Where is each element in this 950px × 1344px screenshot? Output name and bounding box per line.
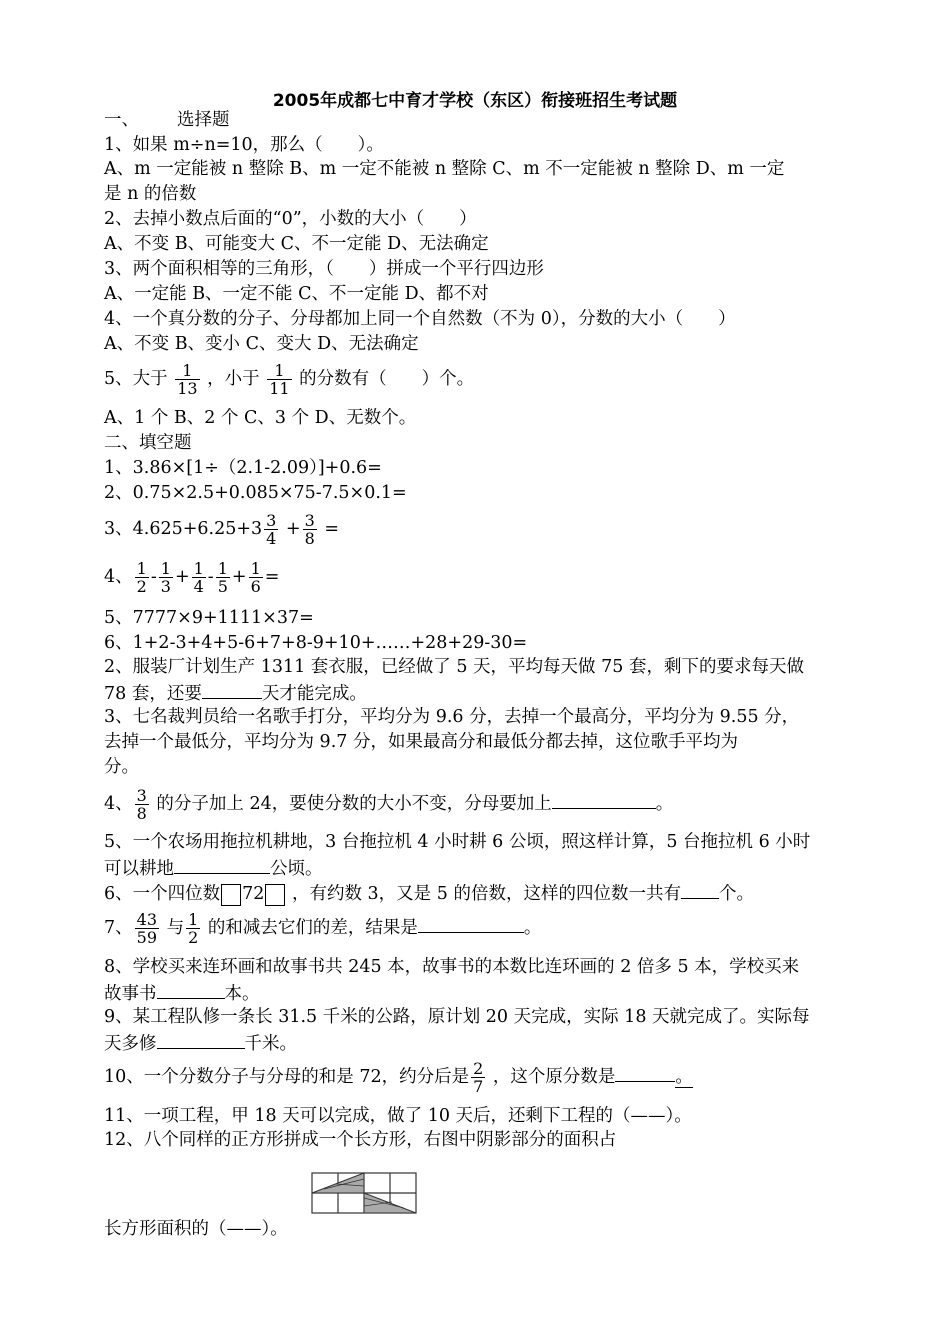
fraction: $\frac{1}{2}$ bbox=[136, 559, 147, 596]
question-3-options: A、一定能 B、一定不能 C、不一定能 D、都不对 bbox=[104, 284, 489, 304]
answer-blank[interactable] bbox=[202, 680, 262, 699]
section-label: 选择题 bbox=[177, 110, 230, 130]
digit-box[interactable] bbox=[221, 884, 241, 906]
fill-5-line-1: 5、一个农场用拖拉机耕地，3 台拖拉机 4 小时耕 6 公顷，照这样计算，5 台拖拉机 6 小时 bbox=[104, 832, 811, 852]
fill-7: 7、 $\frac{43}{59}$ 与 $\frac{1}{2}$ 的和减去它们的差，结果是 。 bbox=[104, 910, 542, 947]
question-2-options: A、不变 B、可能变大 C、不一定能 D、无法确定 bbox=[104, 234, 489, 254]
answer-blank[interactable] bbox=[157, 980, 225, 999]
fraction: $\frac{3}{4}$ bbox=[266, 511, 277, 548]
calc-2: 2、0.75×2.5+0.085×75-7.5×0.1= bbox=[104, 483, 407, 503]
answer-blank[interactable] bbox=[615, 1063, 675, 1082]
calc-3: 3、4.625+6.25+3 $\frac{3}{4}$ + $\frac{3}{8}$ = bbox=[104, 511, 340, 548]
question-1-stem: 1、如果 m÷n=10，那么（ ）。 bbox=[104, 135, 384, 155]
fill-3-line-3: 分。 bbox=[104, 757, 139, 777]
section-fill-heading: 二、填空题 bbox=[104, 433, 192, 453]
fill-11: 11、一项工程，甲 18 天可以完成，做了 10 天后，还剩下工程的（——）。 bbox=[104, 1106, 692, 1126]
fill-4: 4、 $\frac{3}{8}$ 的分子加上 24，要使分数的大小不变，分母要加上 。 bbox=[104, 786, 674, 823]
fraction: $\frac{1}{5}$ bbox=[217, 559, 228, 596]
question-2-stem: 2、去掉小数点后面的“0”，小数的大小（ ） bbox=[104, 209, 477, 229]
fill-2-line-1: 2、服装厂计划生产 1311 套衣服，已经做了 5 天，平均每天做 75 套，剩下的要求每天做 bbox=[104, 657, 804, 677]
answer-blank[interactable] bbox=[174, 855, 270, 874]
fill-3-line-1: 3、七名裁判员给一名歌手打分，平均分为 9.6 分，去掉一个最高分，平均分为 9.55 分， bbox=[104, 707, 800, 727]
fraction: $\frac{2}{7}$ bbox=[473, 1059, 484, 1096]
question-4-stem: 4、一个真分数的分子、分母都加上同一个自然数（不为 0），分数的大小（ ） bbox=[104, 309, 736, 329]
fill-9-line-2: 天多修 千米。 bbox=[104, 1030, 297, 1056]
question-3-stem: 3、两个面积相等的三角形，（ ）拼成一个平行四边形 bbox=[104, 259, 544, 279]
section-choice-heading bbox=[104, 108, 230, 132]
fraction: $\frac{1}{6}$ bbox=[250, 559, 261, 596]
answer-blank[interactable] bbox=[681, 880, 719, 899]
fill-6: 6、一个四位数 72 ，有约数 3，又是 5 的倍数，这样的四位数一共有 个。 bbox=[104, 880, 754, 906]
section-number: 一、 bbox=[104, 110, 139, 130]
fraction: $\frac{1}{4}$ bbox=[193, 559, 204, 596]
fill-3-line-2: 去掉一个最低分，平均分为 9.7 分，如果最高分和最低分都去掉，这位歌手平均为 bbox=[104, 732, 738, 752]
fill-9-line-1: 9、某工程队修一条长 31.5 千米的公路，原计划 20 天完成，实际 18 天就完成了。实际每 bbox=[104, 1007, 810, 1027]
fraction: $\frac{1}{13}$ bbox=[177, 361, 198, 398]
fill-12-line-1: 12、八个同样的正方形拼成一个长方形，右图中阴影部分的面积占 bbox=[104, 1130, 617, 1150]
fraction: $\frac{1}{3}$ bbox=[160, 559, 171, 596]
digit-box[interactable] bbox=[265, 884, 285, 906]
calc-1: 1、3.86×[1÷（2.1-2.09）]+0.6= bbox=[104, 458, 382, 478]
fraction: $\frac{1}{2}$ bbox=[188, 910, 199, 947]
fill-8-line-1: 8、学校买来连环画和故事书共 245 本，故事书的本数比连环画的 2 倍多 5 本，学校买来 bbox=[104, 957, 800, 977]
fill-8-line-2: 故事书 本。 bbox=[104, 980, 260, 1006]
fill-2-line-2: 78 套，还要 天才能完成。 bbox=[104, 680, 367, 706]
fraction: $\frac{3}{8}$ bbox=[136, 786, 147, 823]
question-1-options-cont: 是 n 的倍数 bbox=[104, 184, 197, 204]
fraction: $\frac{43}{59}$ bbox=[136, 910, 157, 947]
answer-blank[interactable] bbox=[418, 914, 524, 933]
calc-4: 4、 $\frac{1}{2}$ - $\frac{1}{3}$ + $\frac{1}{4}$ - $\frac{1}{5}$ + $\frac{1}{6}$ = bbox=[104, 559, 280, 596]
shaded-rectangle-figure bbox=[304, 1168, 420, 1218]
fraction: $\frac{1}{11}$ bbox=[269, 361, 290, 398]
answer-blank[interactable] bbox=[552, 790, 656, 809]
fill-5-line-2: 可以耕地 公顷。 bbox=[104, 855, 323, 881]
fill-12-line-2: 长方形面积的（——）。 bbox=[104, 1219, 288, 1239]
question-4-options: A、不变 B、变小 C、变大 D、无法确定 bbox=[104, 334, 419, 354]
answer-blank[interactable] bbox=[157, 1030, 245, 1049]
question-5-options: A、1 个 B、2 个 C、3 个 D、无数个。 bbox=[104, 408, 417, 428]
calc-5: 5、7777×9+1111×37= bbox=[104, 608, 314, 628]
question-5-stem: 5、大于 $\frac{1}{13}$ ，小于 $\frac{1}{11}$ 的分数有（ ）个。 bbox=[104, 361, 475, 398]
exam-title: 2005年成都七中育才学校（东区）衔接班招生考试题 bbox=[272, 91, 678, 111]
fraction: $\frac{3}{8}$ bbox=[304, 511, 315, 548]
fill-10: 10、一个分数分子与分母的和是 72，约分后是 $\frac{2}{7}$ ，这个原分数是 。 bbox=[104, 1059, 693, 1096]
question-1-options: A、m 一定能被 n 整除 B、m 一定不能被 n 整除 C、m 不一定能被 n 整除 D、m 一定 bbox=[104, 159, 785, 179]
calc-6: 6、1+2-3+4+5-6+7+8-9+10+……+28+29-30= bbox=[104, 633, 528, 653]
